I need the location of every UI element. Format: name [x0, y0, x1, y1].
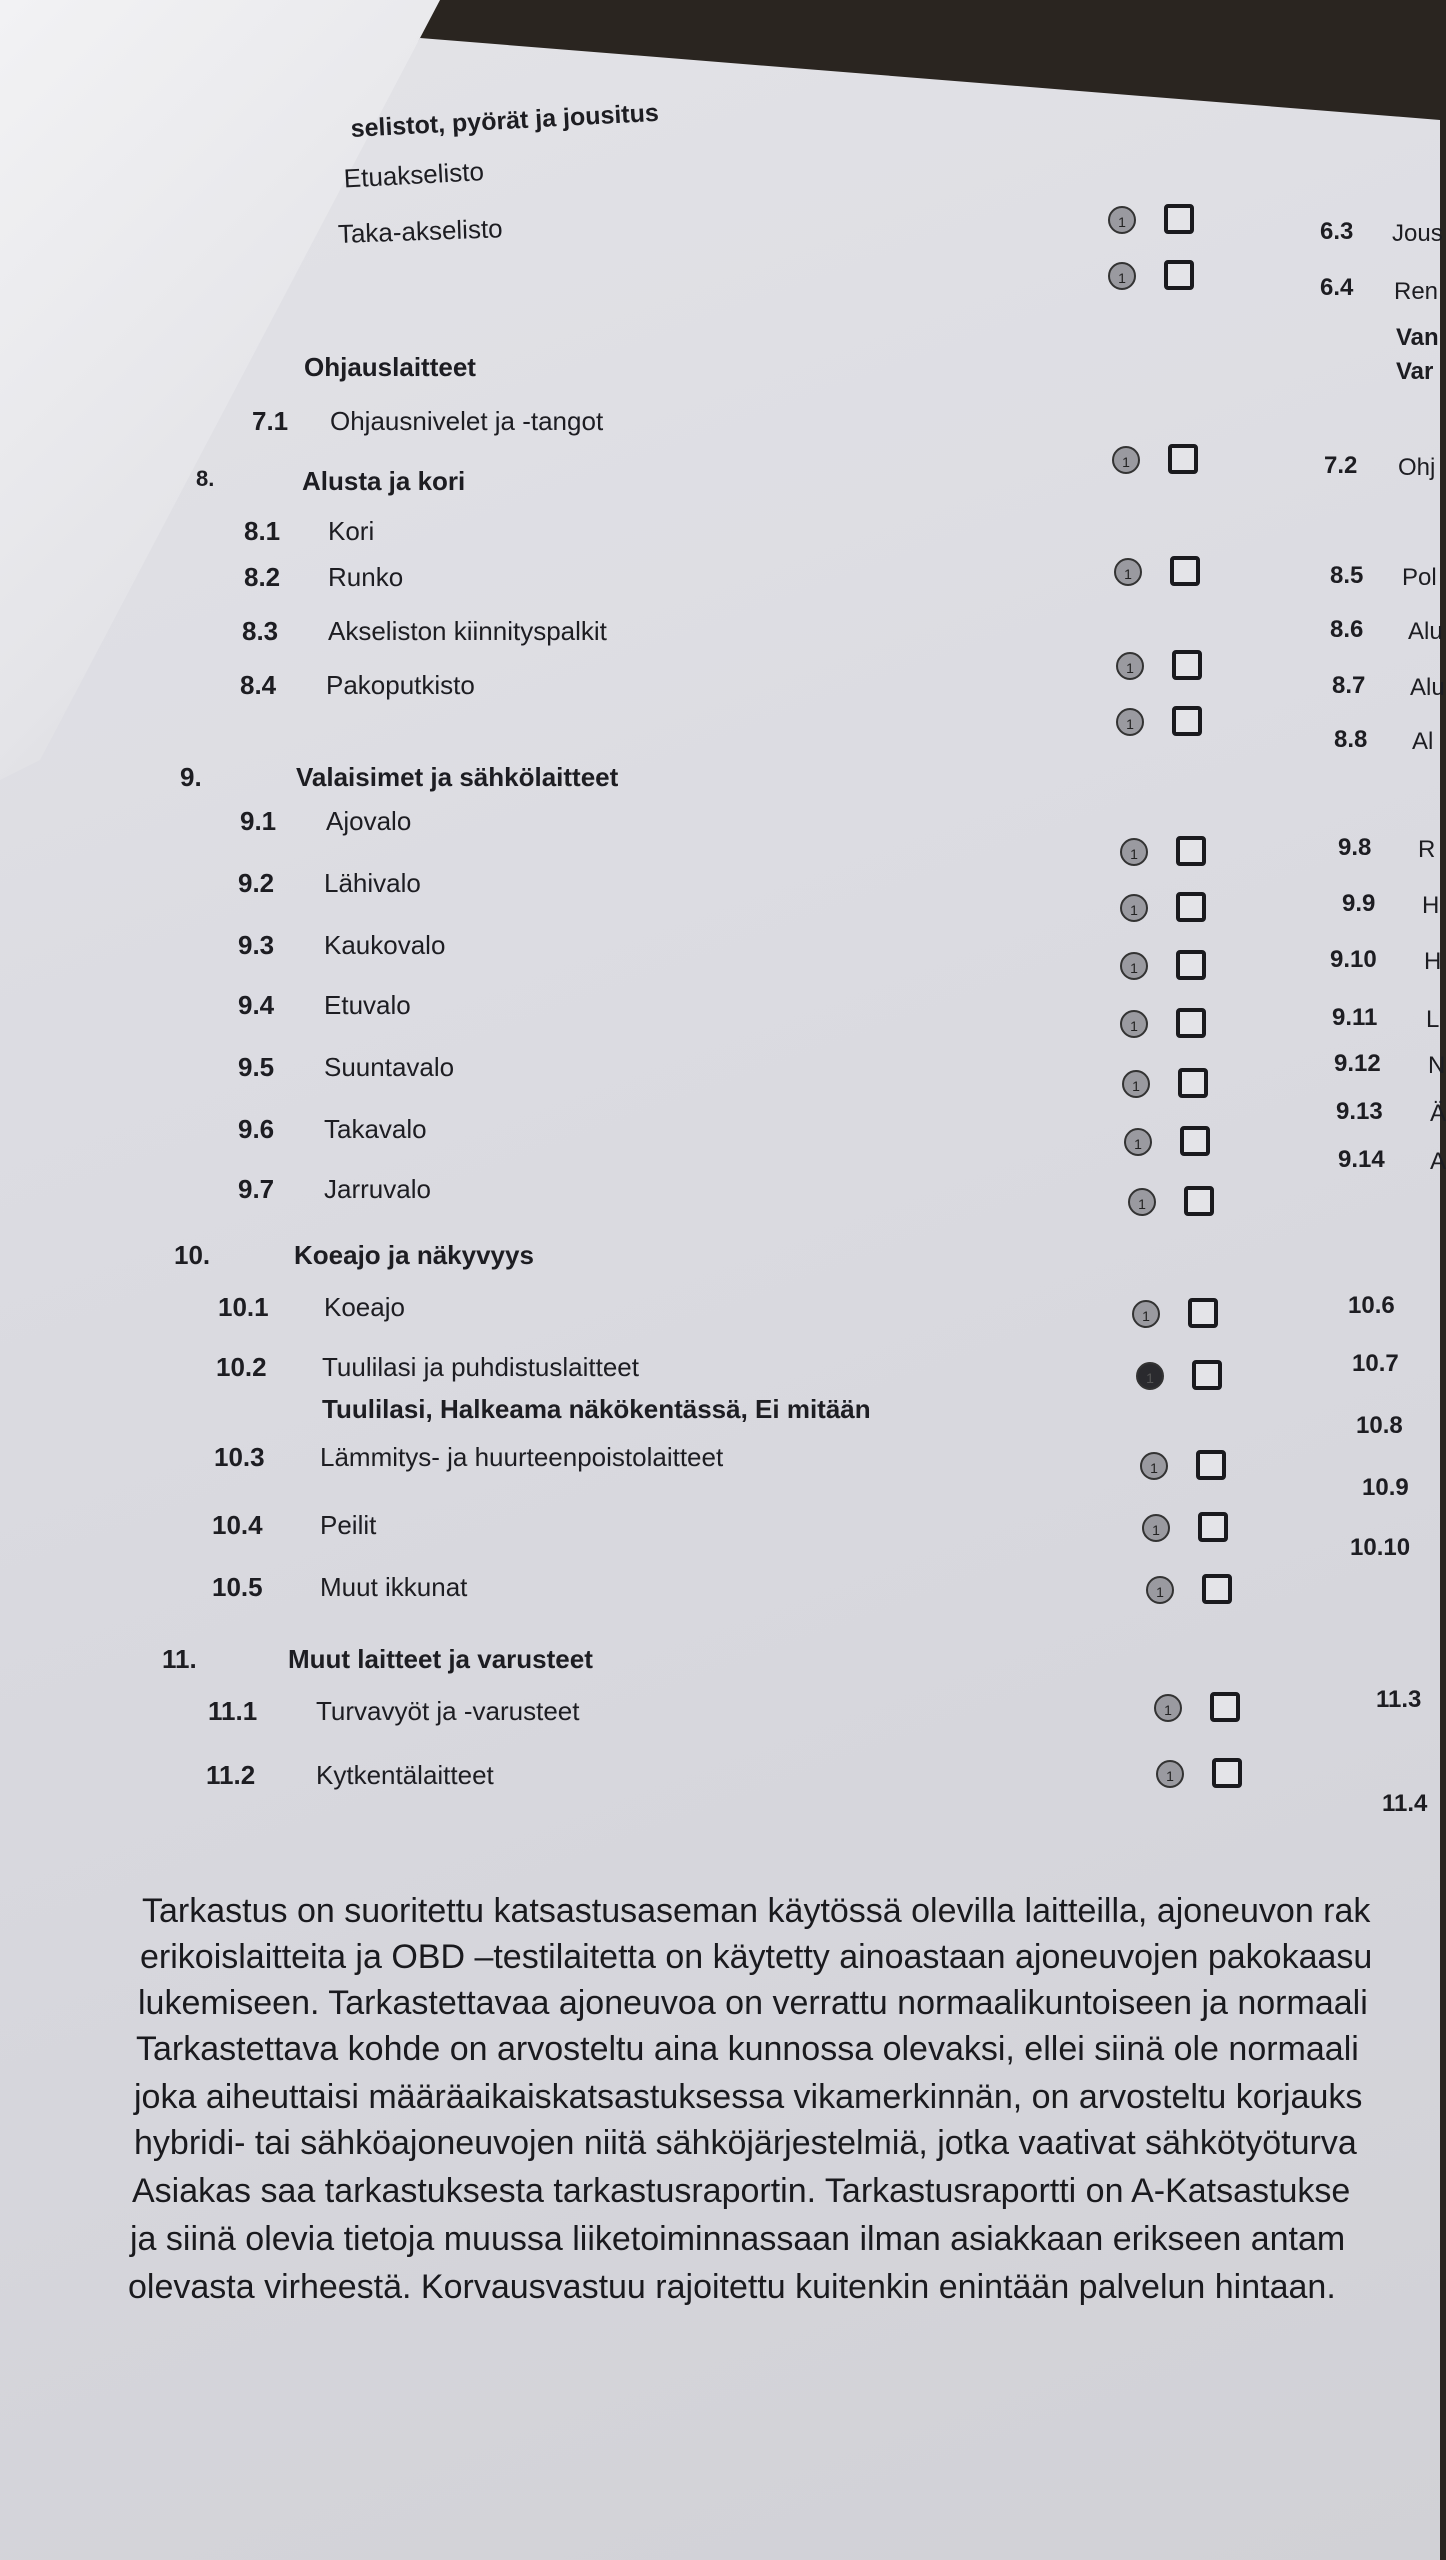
rating-mark: [1114, 554, 1194, 590]
right-item-text: H: [1424, 948, 1442, 975]
right-item-number: 10.7: [1352, 1350, 1399, 1377]
item-label: Lämmitys- ja huurteenpoistolaitteet: [320, 1442, 724, 1472]
rating-mark: [1120, 834, 1200, 870]
rating-circle-icon: 1: [1128, 1188, 1156, 1216]
right-item-text: Alu: [1408, 618, 1443, 645]
rating-mark: [1120, 1006, 1200, 1042]
rating-circle-icon: 1: [1116, 652, 1144, 680]
right-item-number: 8.5: [1330, 562, 1364, 589]
rating-circle-icon: 1: [1122, 1070, 1150, 1098]
rating-circle-icon: 1: [1116, 708, 1144, 736]
right-item-number: 9.14: [1338, 1146, 1385, 1173]
rating-circle-icon: 1: [1124, 1128, 1152, 1156]
checkbox-icon: [1184, 1186, 1214, 1216]
right-item-number: 9.12: [1334, 1050, 1381, 1077]
right-item-text: Var: [1396, 358, 1434, 385]
item-number: 10.2: [216, 1352, 267, 1382]
rating-circle-icon: 1: [1114, 558, 1142, 586]
right-item-text: Ä: [1430, 1100, 1446, 1127]
item-label: Suuntavalo: [324, 1052, 455, 1082]
paragraph-line: ja siinä olevia tietoja muussa liiketoiminnassaan ilman asiakkaan erikseen antam: [130, 2220, 1346, 2258]
right-item-number: 10.8: [1356, 1412, 1403, 1439]
right-item-text: Ohj: [1398, 454, 1436, 481]
rating-mark: [1132, 1296, 1212, 1332]
item-number: 7.1: [252, 406, 289, 436]
item-label: Ohjausnivelet ja -tangot: [330, 406, 604, 436]
item-label: Takavalo: [324, 1114, 427, 1144]
checkbox-icon: [1176, 892, 1206, 922]
item-label: Runko: [328, 562, 404, 592]
item-number: 10.5: [212, 1572, 263, 1602]
checkbox-icon: [1164, 204, 1194, 234]
item-number: 9.6: [238, 1114, 275, 1144]
item-label: Peilit: [320, 1510, 377, 1540]
right-item-number: 9.8: [1338, 834, 1372, 861]
checkbox-icon: [1210, 1692, 1240, 1722]
checkbox-icon: [1202, 1574, 1232, 1604]
checkbox-icon: [1188, 1298, 1218, 1328]
rating-circle-icon: 1: [1120, 952, 1148, 980]
item-number: 10.4: [212, 1510, 263, 1540]
rating-circle-icon: 1: [1132, 1300, 1160, 1328]
item-number: 8.1: [244, 516, 281, 546]
rating-circle-icon: 1: [1120, 894, 1148, 922]
checkbox-icon: [1196, 1450, 1226, 1480]
section-number: 8.: [196, 466, 215, 491]
right-item-text: Jous: [1392, 220, 1443, 247]
right-item-number: 10.6: [1348, 1292, 1395, 1319]
item-label: Akseliston kiinnityspalkit: [328, 616, 607, 646]
right-item-number: 11.4: [1382, 1790, 1428, 1817]
item-label: Taka-akselisto: [337, 213, 504, 249]
right-item-text: A: [1430, 1148, 1446, 1175]
item-number: 9.1: [240, 806, 277, 836]
right-item-number: 10.9: [1362, 1474, 1409, 1501]
right-item-text: Van: [1396, 324, 1439, 351]
paragraph-line: olevasta virheestä. Korvausvastuu rajoitettu kuitenkin enintään palvelun hintaan.: [128, 2268, 1336, 2306]
rating-circle-filled-icon: 1: [1136, 1362, 1164, 1390]
right-item-number: 8.8: [1334, 726, 1368, 753]
rating-mark: [1140, 1448, 1220, 1484]
paragraph-line: lukemiseen. Tarkastettavaa ajoneuvoa on verrattu normaalikuntoiseen ja normaali: [138, 1984, 1368, 2022]
item-label: Ajovalo: [326, 806, 412, 836]
rating-mark: [1146, 1572, 1226, 1608]
item-number: 9.2: [238, 868, 275, 898]
checkbox-icon: [1170, 556, 1200, 586]
checkbox-icon: [1178, 1068, 1208, 1098]
paragraph-line: Tarkastus on suoritettu katsastusaseman käytössä olevilla laitteilla, ajoneuvon rak: [142, 1892, 1371, 1930]
item-number: 9.4: [238, 990, 275, 1020]
checkbox-icon: [1176, 1008, 1206, 1038]
item-label: Pakoputkisto: [326, 670, 475, 700]
item-label: Kytkentälaitteet: [316, 1760, 494, 1790]
item-number: 9.3: [238, 930, 275, 960]
rating-circle-icon: 1: [1120, 838, 1148, 866]
checkbox-icon: [1192, 1360, 1222, 1390]
right-item-number: 11.3: [1376, 1686, 1422, 1713]
item-label: Turvavyöt ja -varusteet: [316, 1696, 580, 1726]
right-item-number: 9.10: [1330, 946, 1377, 973]
item-label: Muut ikkunat: [320, 1572, 468, 1602]
section-title: Koeajo ja näkyvyys: [294, 1240, 534, 1270]
right-item-text: R: [1418, 836, 1436, 863]
item-number: 11.2: [206, 1760, 256, 1790]
rating-mark: [1128, 1184, 1208, 1220]
item-label: Lähivalo: [324, 868, 421, 898]
checkbox-icon: [1168, 444, 1198, 474]
checkbox-icon: [1176, 950, 1206, 980]
item-label: Kori: [328, 516, 375, 546]
right-item-text: H: [1422, 892, 1440, 919]
right-item-number: 10.10: [1350, 1534, 1411, 1561]
right-item-number: 9.9: [1342, 890, 1376, 917]
right-item-text: Ren: [1394, 278, 1439, 305]
rating-mark: [1116, 704, 1196, 740]
right-item-number: 7.2: [1324, 452, 1358, 479]
right-item-number: 8.6: [1330, 616, 1364, 643]
item-label: Koeajo: [324, 1292, 405, 1322]
section-number: 9.: [180, 762, 202, 792]
paragraph-line: joka aiheuttaisi määräaikaiskatsastuksessa vikamerkinnän, on arvosteltu korjauks: [134, 2078, 1363, 2116]
section-title: Muut laitteet ja varusteet: [288, 1644, 593, 1674]
rating-mark: [1108, 258, 1188, 294]
checkbox-icon: [1212, 1758, 1242, 1788]
item-label: Etuakselisto: [343, 156, 485, 194]
right-item-number: 6.4: [1320, 274, 1354, 301]
item-label: Kaukovalo: [324, 930, 446, 960]
item-label: Jarruvalo: [324, 1174, 431, 1204]
paragraph-line: hybridi- tai sähköajoneuvojen niitä sähköjärjestelmiä, jotka vaativat sähkötyöturva: [134, 2124, 1357, 2162]
rating-mark: [1154, 1690, 1234, 1726]
rating-mark: [1108, 202, 1188, 238]
paragraph-line: erikoislaitteita ja OBD –testilaitetta on käytetty ainoastaan ajoneuvojen pakokaasu: [140, 1938, 1373, 1976]
item-number: 9.7: [238, 1174, 275, 1204]
item-10-2-finding-note: Tuulilasi, Halkeama näkökentässä, Ei mitään: [322, 1394, 871, 1424]
rating-circle-icon: 1: [1108, 206, 1136, 234]
rating-circle-icon: 1: [1140, 1452, 1168, 1480]
rating-circle-icon: 1: [1112, 446, 1140, 474]
item-number: 8.3: [242, 616, 279, 646]
item-label: Etuvalo: [324, 990, 411, 1020]
right-item-number: 9.13: [1336, 1098, 1383, 1125]
rating-mark: [1120, 890, 1200, 926]
item-label: Tuulilasi ja puhdistuslaitteet: [322, 1352, 639, 1382]
rating-circle-icon: 1: [1120, 1010, 1148, 1038]
paragraph-line: Asiakas saa tarkastuksesta tarkastusraportin. Tarkastusraportti on A-Katsastukse: [132, 2172, 1351, 2210]
item-number: 8.4: [240, 670, 277, 700]
rating-mark: [1124, 1124, 1204, 1160]
rating-mark: [1116, 648, 1196, 684]
rating-mark: [1120, 948, 1200, 984]
rating-mark-failed: [1136, 1358, 1216, 1394]
section-number: 11.: [162, 1644, 197, 1674]
right-item-text: Al: [1412, 728, 1434, 755]
section-number: 10.: [174, 1240, 211, 1270]
section-title: Valaisimet ja sähkölaitteet: [296, 762, 619, 792]
right-item-number: 8.7: [1332, 672, 1366, 699]
rating-mark: [1112, 442, 1192, 478]
checkbox-icon: [1172, 650, 1202, 680]
rating-mark: [1122, 1066, 1202, 1102]
rating-circle-icon: 1: [1108, 262, 1136, 290]
section-title: Alusta ja kori: [302, 466, 466, 496]
rating-mark: [1156, 1756, 1236, 1792]
item-number: 8.2: [244, 562, 281, 592]
section-title: selistot, pyörät ja jousitus: [350, 98, 660, 143]
section-title: Ohjauslaitteet: [304, 352, 476, 382]
rating-circle-icon: 1: [1142, 1514, 1170, 1542]
checkbox-icon: [1172, 706, 1202, 736]
checkbox-icon: [1198, 1512, 1228, 1542]
rating-circle-icon: 1: [1156, 1760, 1184, 1788]
rating-circle-icon: 1: [1146, 1576, 1174, 1604]
rating-mark: [1142, 1510, 1222, 1546]
checkbox-icon: [1176, 836, 1206, 866]
item-number: 9.5: [238, 1052, 275, 1082]
right-item-text: Pol: [1402, 564, 1437, 591]
item-number: 10.1: [218, 1292, 269, 1322]
right-item-text: Alu: [1410, 674, 1445, 701]
rating-circle-icon: 1: [1154, 1694, 1182, 1722]
item-number: 11.1: [208, 1696, 258, 1726]
checkbox-icon: [1164, 260, 1194, 290]
right-item-text: N: [1428, 1052, 1446, 1079]
checkbox-icon: [1180, 1126, 1210, 1156]
right-item-number: 6.3: [1320, 218, 1354, 245]
item-number: 10.3: [214, 1442, 265, 1472]
right-item-number: 9.11: [1332, 1004, 1378, 1031]
right-item-text: L: [1426, 1006, 1440, 1033]
paragraph-line: Tarkastettava kohde on arvosteltu aina kunnossa olevaksi, ellei siinä ole normaali: [136, 2030, 1359, 2068]
